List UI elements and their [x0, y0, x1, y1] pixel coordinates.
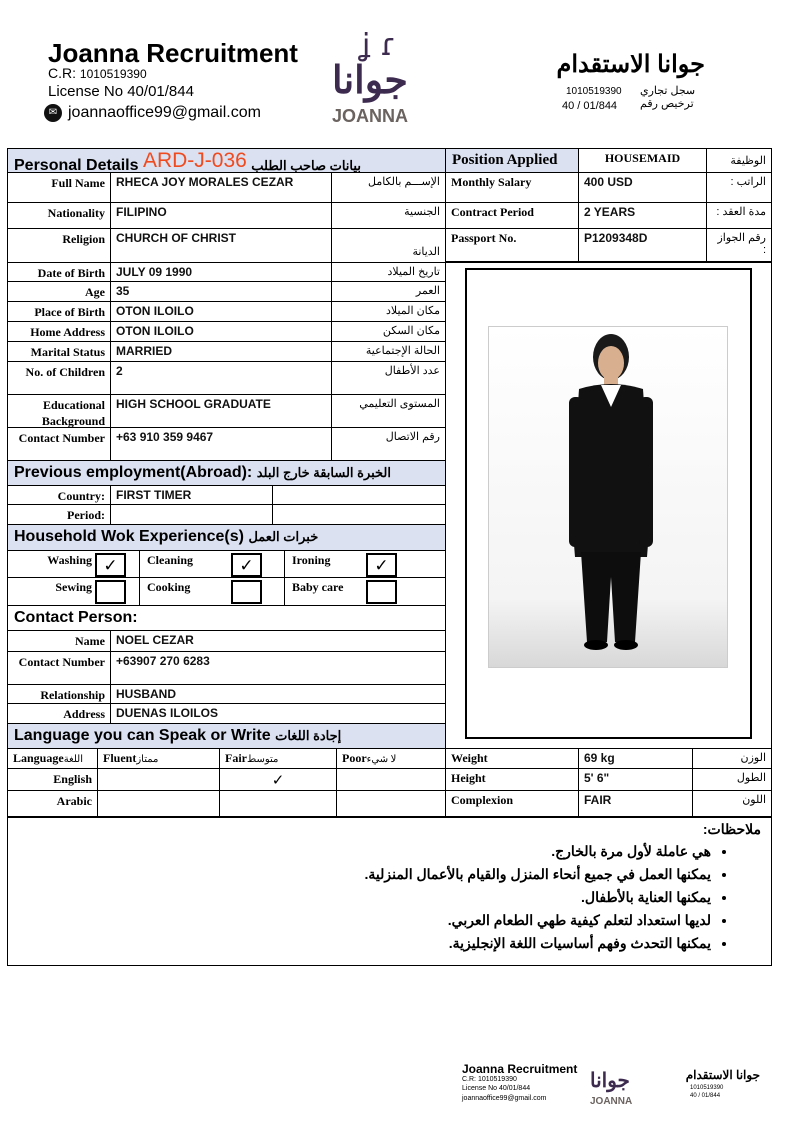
physical-label: Complexion: [445, 790, 579, 818]
skill-label: Washing: [47, 553, 92, 567]
section-title-ar: الخبرة السابقة خارج البلد: [256, 465, 392, 480]
language-col-header: [97, 748, 220, 769]
field-label-ar: الجنسية: [331, 202, 446, 229]
field-label: Educational Background: [7, 394, 111, 428]
language-col-header: [7, 748, 98, 769]
field-label-ar: عدد الأطفال: [331, 361, 446, 395]
language-col-header: [336, 748, 446, 769]
cr-label: C.R:: [48, 65, 76, 81]
skill-label: Sewing: [55, 580, 92, 594]
country-label: Country:: [7, 485, 111, 505]
language-header: [7, 723, 446, 749]
skill-label: Ironing: [292, 553, 331, 567]
contact-field-label: Relationship: [7, 684, 111, 704]
reference-code: ARD-J-036: [142, 149, 247, 172]
skill-checkbox[interactable]: ✓: [366, 553, 397, 577]
skill-checkbox[interactable]: [366, 580, 397, 604]
personal-details-header: [7, 148, 446, 173]
language-level-fluent: [97, 790, 220, 818]
physical-value: 69 kg: [578, 748, 693, 769]
physical-label-ar: اللون: [692, 790, 772, 818]
section-title-ar: بيانات صاحب الطلب: [251, 158, 361, 173]
col-header-en: Fair: [225, 751, 247, 765]
period-label: Period:: [7, 504, 111, 525]
field-label-ar: رقم الاتصال: [331, 427, 446, 461]
field-value: 2 YEARS: [578, 202, 707, 229]
field-value: 2: [110, 361, 332, 395]
field-label-ar: الراتب :: [706, 172, 772, 203]
field-value: CHURCH OF CHRIST: [110, 228, 332, 263]
logo-mark-icon: ʝ ɾ: [362, 28, 397, 63]
period-value: [110, 504, 273, 525]
field-value: 400 USD: [578, 172, 707, 203]
applicant-photo: [488, 326, 728, 668]
field-label: Monthly Salary: [445, 172, 579, 203]
skill-checkbox[interactable]: [231, 580, 262, 604]
contact-field-value: HUSBAND: [110, 684, 446, 704]
footer-license-ar: 40 / 01/844: [690, 1093, 721, 1099]
field-label: No. of Children: [7, 361, 111, 395]
footer-cr: [462, 1076, 517, 1083]
field-label-ar: الإســـم بالكامل: [331, 172, 446, 203]
contact-field-value: NOEL CEZAR: [110, 630, 446, 652]
contact-field-label: Contact Number: [7, 651, 111, 685]
physical-label: Height: [445, 768, 579, 791]
field-label: Place of Birth: [7, 301, 111, 322]
field-label: Full Name: [7, 172, 111, 203]
field-label: Date of Birth: [7, 262, 111, 282]
field-label: Home Address: [7, 321, 111, 342]
section-title: Personal Details: [14, 157, 139, 173]
logo-arabic: جوانا: [332, 60, 408, 102]
skill-cell-cooking: [139, 577, 285, 606]
field-value: P1209348D: [578, 228, 707, 263]
physical-label: Weight: [445, 748, 579, 769]
email[interactable]: joannaoffice99@gmail.com: [68, 104, 261, 121]
field-label: Nationality: [7, 202, 111, 229]
col-header-ar: متوسط: [247, 754, 279, 765]
section-title-ar: إجادة اللغات: [275, 728, 342, 743]
footer-company-name: Joanna Recruitment: [462, 1062, 578, 1076]
field-label-ar: الديانة: [331, 228, 446, 263]
col-header-ar: اللغة: [63, 754, 84, 765]
notes-list: [18, 840, 761, 955]
section-title: Household Wok Experience(s): [14, 528, 244, 545]
physical-label-ar: الوزن: [692, 748, 772, 769]
field-value: OTON ILOILO: [110, 301, 332, 322]
notes-box: [7, 816, 772, 966]
col-header-ar: لا شيء: [366, 754, 397, 765]
position-applied-ar: الوظيفة: [706, 148, 772, 173]
cr-number: 1010519390: [79, 67, 147, 81]
skill-label: Cooking: [147, 580, 191, 594]
contact-field-value: DUENAS ILOILOS: [110, 703, 446, 724]
notes-title: ملاحظات:: [702, 821, 761, 837]
cr-ar-label: سجل تجاري: [640, 85, 696, 97]
skill-cell-baby-care: [284, 577, 446, 606]
field-label: Passport No.: [445, 228, 579, 263]
skill-label: Baby care: [292, 580, 344, 594]
language-level-fluent: [97, 768, 220, 791]
skill-checkbox[interactable]: [95, 580, 126, 604]
contact-person-header: Contact Person:: [7, 605, 446, 631]
footer-email: joannaoffice99@gmail.com: [462, 1095, 547, 1102]
field-label: Age: [7, 281, 111, 302]
field-label-ar: مكان الميلاد: [331, 301, 446, 322]
contact-field-label: Name: [7, 630, 111, 652]
license-ar: 40 / 01/844: [562, 100, 618, 112]
field-label-ar: العمر: [331, 281, 446, 302]
logo-english: JOANNA: [332, 106, 409, 126]
field-label-ar: الحالة الإجتماعية: [331, 341, 446, 362]
field-value: OTON ILOILO: [110, 321, 332, 342]
note-item: • هي عاملة لأول مرة بالخارج.: [18, 840, 711, 863]
company-name: Joanna Recruitment: [48, 38, 298, 68]
field-label-ar: رقم الجواز :: [706, 228, 772, 263]
country-extra: [272, 485, 446, 505]
footer-logo-ar: جوانا: [590, 1070, 630, 1092]
field-label-ar: المستوى التعليمي: [331, 394, 446, 428]
person-silhouette-icon: [489, 327, 729, 669]
language-name: Arabic: [7, 790, 98, 818]
previous-employment-header: [7, 460, 446, 486]
cr-ar: 1010519390: [566, 86, 622, 97]
skill-checkbox[interactable]: ✓: [95, 553, 126, 577]
field-label-ar: مكان السكن: [331, 321, 446, 342]
language-level-fair: ✓: [219, 768, 337, 791]
field-value: JULY 09 1990: [110, 262, 332, 282]
contact-field-value: +63907 270 6283: [110, 651, 446, 685]
field-value: +63 910 359 9467: [110, 427, 332, 461]
section-title-ar: خبرات العمل: [248, 529, 319, 544]
email-icon: ✉: [44, 104, 62, 122]
footer-cr-ar: 1010519390: [690, 1085, 724, 1091]
section-title: Language you can Speak or Write: [14, 727, 271, 744]
language-level-fair: [219, 790, 337, 818]
license: License No 40/01/844: [48, 83, 194, 100]
language-level-poor: [336, 768, 446, 791]
col-header-en: Fluent: [103, 751, 137, 765]
footer-logo-en: JOANNA: [590, 1096, 633, 1107]
note-item: • يمكنها التحدث وفهم أساسيات اللغة الإنجليزية.: [18, 932, 711, 955]
skill-cell-cleaning: [139, 550, 285, 578]
language-col-header: [219, 748, 337, 769]
position-applied-value: HOUSEMAID: [578, 148, 707, 173]
skill-label: Cleaning: [147, 553, 194, 567]
license-ar-label: ترخيص رقم: [640, 98, 694, 110]
company-name-ar: جوانا الاستقدام: [556, 51, 705, 78]
footer-license: License No 40/01/844: [462, 1085, 531, 1092]
country-value: FIRST TIMER: [110, 485, 273, 505]
physical-value: FAIR: [578, 790, 693, 818]
cr-line: [48, 65, 147, 81]
field-label: Marital Status: [7, 341, 111, 362]
col-header-ar: ممتاز: [136, 754, 159, 765]
footer-cr-label: C.R:: [462, 1076, 476, 1083]
col-header-en: Language: [13, 751, 64, 765]
field-value: 35: [110, 281, 332, 302]
field-label: Contact Number: [7, 427, 111, 461]
field-value: MARRIED: [110, 341, 332, 362]
contact-field-label: Address: [7, 703, 111, 724]
field-label: Religion: [7, 228, 111, 263]
physical-label-ar: الطول: [692, 768, 772, 791]
footer-company-ar: جوانا الاستقدام: [685, 1068, 760, 1082]
field-value: RHECA JOY MORALES CEZAR: [110, 172, 332, 203]
skill-checkbox[interactable]: ✓: [231, 553, 262, 577]
physical-value: 5' 6": [578, 768, 693, 791]
note-item: • يمكنها العناية بالأطفال.: [18, 886, 711, 909]
field-label: Contract Period: [445, 202, 579, 229]
field-label-ar: مدة العقد :: [706, 202, 772, 229]
language-name: English: [7, 768, 98, 791]
note-item: • لديها استعداد لتعلم كيفية طهي الطعام العربي.: [18, 909, 711, 932]
field-value: HIGH SCHOOL GRADUATE: [110, 394, 332, 428]
household-header: [7, 524, 446, 551]
col-header-en: Poor: [342, 751, 367, 765]
footer-cr-number: 1010519390: [477, 1076, 517, 1083]
position-applied-label: Position Applied: [445, 148, 579, 173]
field-label-ar: تاريخ الميلاد: [331, 262, 446, 282]
field-value: FILIPINO: [110, 202, 332, 229]
language-level-poor: [336, 790, 446, 818]
section-title: Previous employment(Abroad):: [14, 464, 253, 481]
note-item: • يمكنها العمل في جميع أنحاء المنزل والقيام بالأعمال المنزلية.: [18, 863, 711, 886]
skill-cell-ironing: [284, 550, 446, 578]
period-extra: [272, 504, 446, 525]
